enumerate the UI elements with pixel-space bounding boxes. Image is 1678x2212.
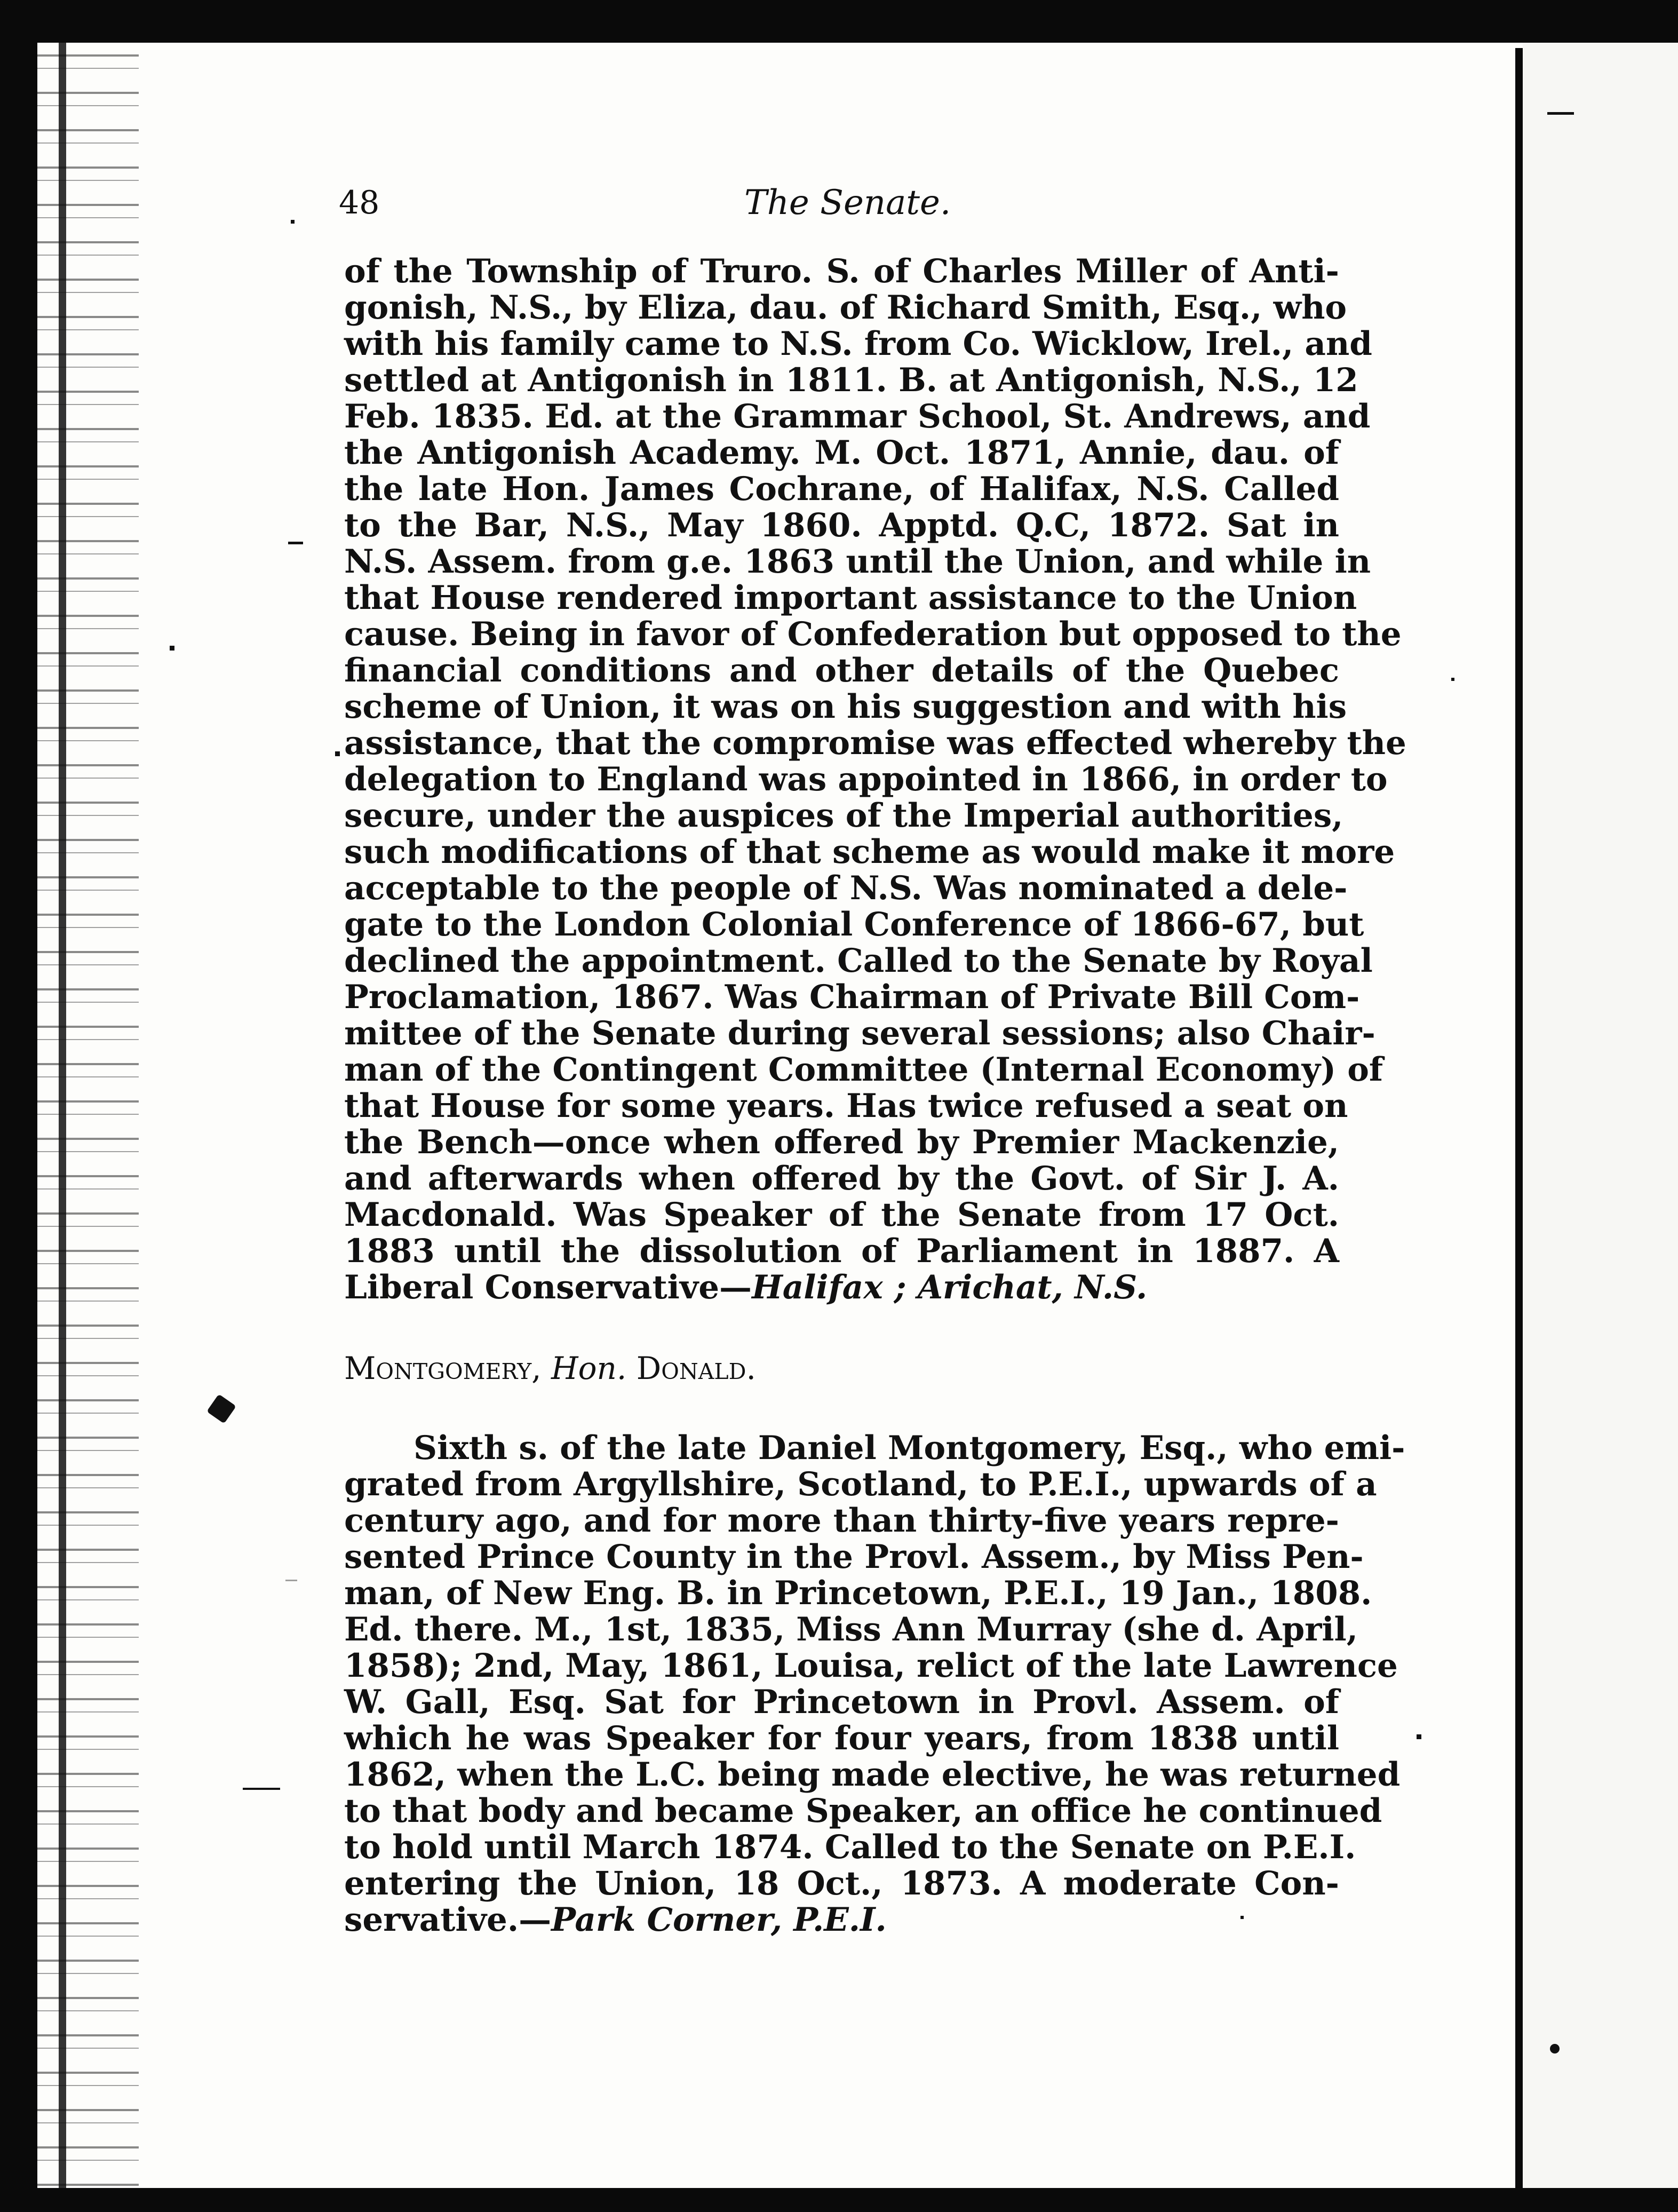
text-line: Ed. there. M., 1st, 1835, Miss Ann Murray (she d. April,: [344, 1611, 1358, 1648]
scan-border-bottom: [0, 2188, 1678, 2212]
scan-speck: [206, 1394, 236, 1424]
scan-border-top: [0, 0, 1678, 43]
text-line: scheme of Union, it was on his suggestion and with his: [344, 688, 1347, 726]
text-line: of the Township of Truro. S. of Charles Miller of Anti-: [344, 252, 1339, 290]
text-line: to the Bar, N.S., May 1860. Apptd. Q.C, 1872. Sat in: [344, 506, 1339, 544]
residence: Halifax ; Arichat, N.S.: [752, 1268, 1148, 1306]
text-line: acceptable to the people of N.S. Was nominated a dele-: [344, 869, 1348, 907]
running-title: The Senate.: [744, 183, 951, 223]
text-line: man of the Contingent Committee (Internal Economy) of: [344, 1051, 1383, 1089]
text-line: assistance, that the compromise was effected whereby the: [344, 724, 1406, 762]
scan-speck: [288, 542, 303, 544]
text-line: secure, under the auspices of the Imperial authorities,: [344, 797, 1343, 835]
text-line: mittee of the Senate during several sessions; also Chair-: [344, 1014, 1375, 1052]
text-line: and afterwards when offered by the Govt. of Sir J. A.: [344, 1160, 1339, 1198]
residence: Park Corner, P.E.I.: [551, 1901, 887, 1939]
entry-continued-paragraph: [344, 252, 1406, 1306]
text-line: the Antigonish Academy. M. Oct. 1871, Annie, dau. of: [344, 434, 1339, 472]
text-line-closing: [344, 1902, 1339, 1938]
scan-speck: [1417, 1734, 1421, 1739]
text-line: [344, 1429, 1405, 1467]
text-line: cause. Being in favor of Confederation but opposed to the: [344, 615, 1402, 653]
text-line-first: Sixth s. of the late Daniel Montgomery, Esq., who emi-: [413, 1429, 1405, 1467]
text-line: financial conditions and other details of the Quebec: [344, 652, 1339, 689]
text-line: to that body and became Speaker, an office he continued: [344, 1792, 1382, 1830]
text-line: 1883 until the dissolution of Parliament in 1887. A: [344, 1232, 1339, 1270]
text-line-closing: [344, 1270, 1339, 1306]
text-line: the late Hon. James Cochrane, of Halifax, N.S. Called: [344, 470, 1339, 508]
scan-speck: [335, 751, 340, 756]
text-line: century ago, and for more than thirty-five years repre-: [344, 1502, 1339, 1540]
text-line: with his family came to N.S. from Co. Wicklow, Irel., and: [344, 325, 1372, 363]
scan-border-right: [1515, 48, 1523, 2188]
scan-speck: [1451, 678, 1454, 681]
text-line: which he was Speaker for four years, from 1838 until: [344, 1719, 1339, 1757]
entry-montgomery-paragraph: [344, 1429, 1405, 1939]
party-affiliation: Liberal Conservative—: [344, 1268, 752, 1306]
text-line: W. Gall, Esq. Sat for Princetown in Provl. Assem. of: [344, 1683, 1339, 1721]
text-line: declined the appointment. Called to the Senate by Royal: [344, 942, 1373, 980]
text-line: that House rendered important assistance to the Union: [344, 579, 1357, 617]
text-line: N.S. Assem. from g.e. 1863 until the Union, and while in: [344, 543, 1371, 581]
entry-surname: Montgomery,: [344, 1350, 542, 1386]
page-number: 48: [339, 184, 380, 221]
text-line: man, of New Eng. B. in Princetown, P.E.I., 19 Jan., 1808.: [344, 1574, 1372, 1612]
scan-speck: [170, 646, 174, 651]
scan-binding-edge: [37, 43, 139, 2188]
text-line: grated from Argyllshire, Scotland, to P.E.I., upwards of a: [344, 1465, 1377, 1503]
scan-speck: [285, 1580, 297, 1581]
scan-speck: [1547, 112, 1574, 115]
text-line: such modifications of that scheme as would make it more: [344, 833, 1395, 871]
text-line: the Bench—once when offered by Premier Mackenzie,: [344, 1123, 1339, 1161]
scan-binding-rule: [59, 43, 66, 2188]
scan-speck: [1550, 2044, 1560, 2054]
text-line: that House for some years. Has twice refused a seat on: [344, 1087, 1348, 1125]
scan-speck: [243, 1788, 280, 1790]
text-line: gonish, N.S., by Eliza, dau. of Richard Smith, Esq., who: [344, 289, 1347, 327]
scan-binding-shadow: [0, 43, 37, 2188]
entry-heading: [344, 1350, 756, 1386]
entry-honorific: Hon.: [551, 1350, 627, 1386]
text-line: Feb. 1835. Ed. at the Grammar School, St. Andrews, and: [344, 398, 1371, 435]
text-line: gate to the London Colonial Conference of 1866-67, but: [344, 906, 1364, 944]
text-line: 1862, when the L.C. being made elective, he was returned: [344, 1756, 1401, 1794]
text-line: 1858); 2nd, May, 1861, Louisa, relict of the late Lawrence: [344, 1647, 1398, 1685]
party-affiliation: servative.—: [344, 1901, 552, 1939]
text-line: Macdonald. Was Speaker of the Senate from 17 Oct.: [344, 1196, 1339, 1234]
text-line: to hold until March 1874. Called to the Senate on P.E.I.: [344, 1828, 1356, 1866]
text-line: delegation to England was appointed in 1866, in order to: [344, 760, 1388, 798]
entry-given-name: Donald.: [636, 1350, 756, 1386]
text-line: sented Prince County in the Provl. Assem., by Miss Pen-: [344, 1538, 1364, 1576]
scan-margin-right: [1523, 43, 1678, 2188]
text-line: entering the Union, 18 Oct., 1873. A moderate Con-: [344, 1865, 1339, 1902]
text-line: settled at Antigonish in 1811. B. at Antigonish, N.S., 12: [344, 361, 1358, 399]
text-line: Proclamation, 1867. Was Chairman of Private Bill Com-: [344, 978, 1360, 1016]
scan-speck: [291, 220, 295, 224]
